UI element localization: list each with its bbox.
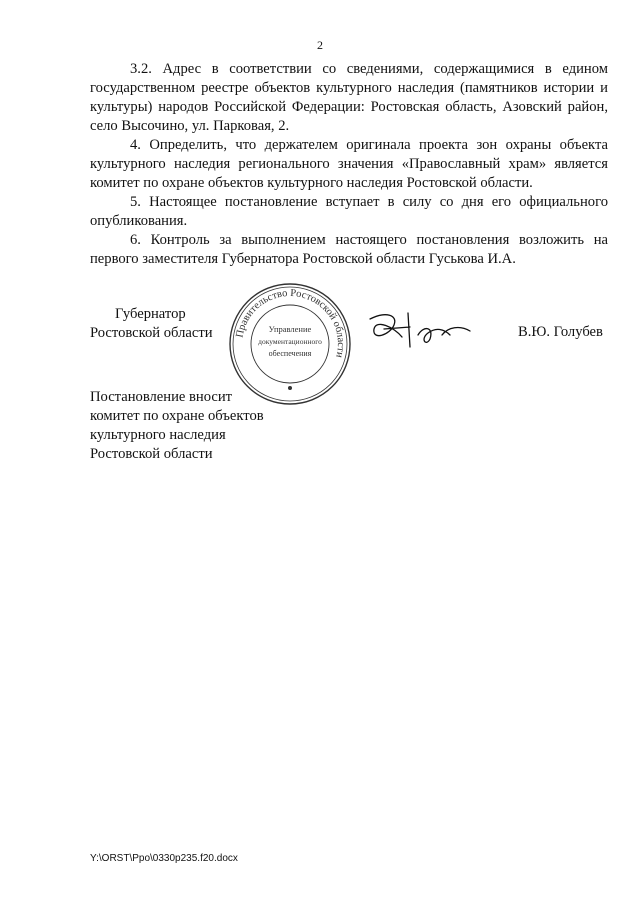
- governor-name: В.Ю. Голубев: [518, 324, 603, 340]
- page-number: 2: [317, 38, 323, 52]
- paragraph-3-2: 3.2. Адрес в соответствии со сведениями, содержащимися в едином государственном реестре объектов культурного наследия (памятников истории и культуры) народов Российской Федерации: Ростовская область, Азовский район, село Высочино, ул. Парковая, 2.: [90, 61, 608, 134]
- handwritten-signature: [364, 305, 482, 355]
- governor-title: [90, 305, 213, 343]
- governor-title-line2: Ростовской области: [90, 325, 213, 341]
- document-body: [90, 60, 608, 269]
- stamp-inner-line3: обеспечения: [268, 349, 312, 358]
- submitter-line2: комитет по охране объектов: [90, 408, 264, 424]
- stamp-dot: [288, 386, 292, 390]
- paragraph-5: 5. Настоящее постановление вступает в силу со дня его официального опубликования.: [90, 194, 608, 229]
- governor-title-line1: Губернатор: [115, 306, 186, 322]
- stamp-outer-text: Правительство Ростовской области: [234, 287, 347, 359]
- file-path-footer: Y:\ORST\Ppo\0330p235.f20.docx: [90, 853, 238, 864]
- paragraph-6: 6. Контроль за выполнением настоящего постановления возложить на первого заместителя Губернатора Ростовской области Гуськова И.А.: [90, 232, 608, 267]
- submitter-line3: культурного наследия: [90, 427, 226, 443]
- paragraph-4: 4. Определить, что держателем оригинала проекта зон охраны объекта культурного наследия регионального значения «Православный храм» является комитет по охране объектов культурного наследия Ростовской области.: [90, 137, 608, 191]
- stamp-inner-line1: Управление: [268, 324, 312, 334]
- submitter-line1: Постановление вносит: [90, 389, 233, 405]
- submitter-line4: Ростовской области: [90, 446, 213, 462]
- stamp-inner-line2: документационного: [258, 337, 322, 346]
- submitter-block: [90, 388, 264, 464]
